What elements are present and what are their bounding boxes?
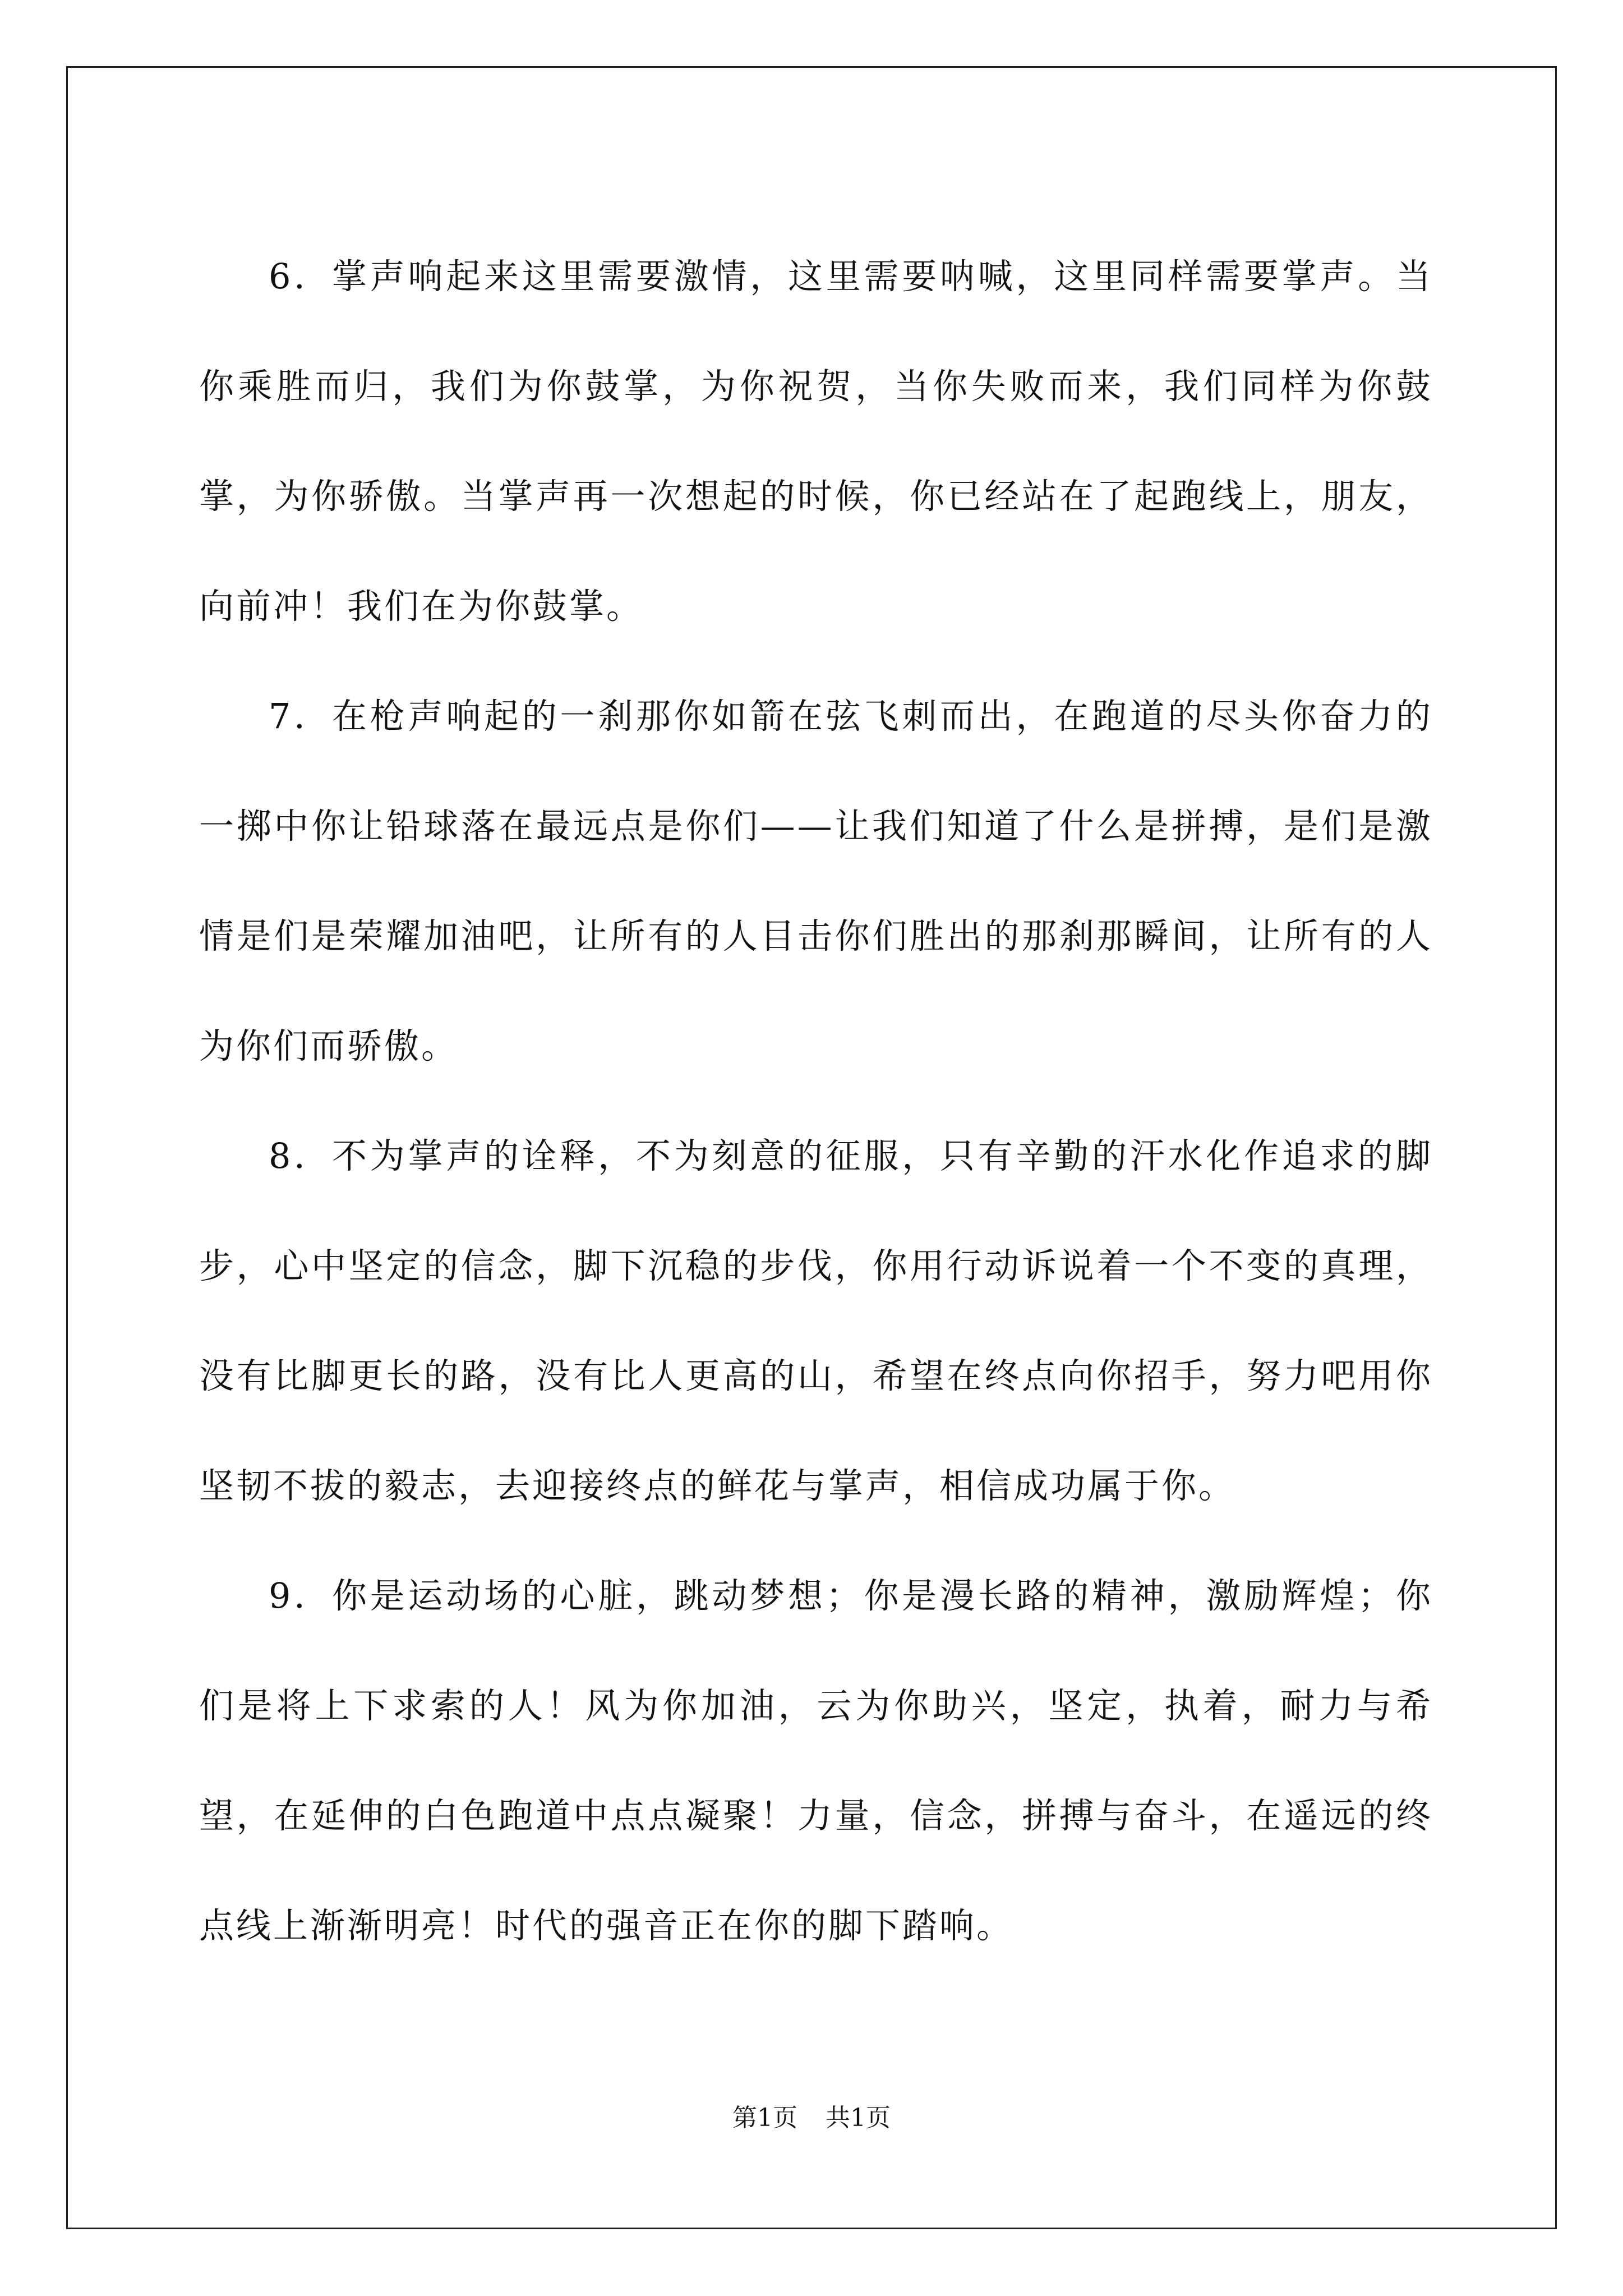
page-footer xyxy=(0,2102,1623,2134)
paragraph-8: 8．不为掌声的诠释，不为刻意的征服，只有辛勤的汗水化作追求的脚步，心中坚定的信念，脚下沉稳的步伐，你用行动诉说着一个不变的真理，没有比脚更长的路，没有比人更高的山，希望在终点向你招手，努力吧用你坚韧不拔的毅志，去迎接终点的鲜花与掌声，相信成功属于你。 xyxy=(199,1135,1433,1506)
paragraph-7: 7．在枪声响起的一刹那你如箭在弦飞刺而出，在跑道的尽头你奋力的一掷中你让铅球落在最远点是你们——让我们知道了什么是拼搏，是们是激情是们是荣耀加油吧，让所有的人目击你们胜出的那刹那瞬间，让所有的人为你们而骄傲。 xyxy=(199,696,1433,1066)
document-body xyxy=(199,222,1433,1981)
page-number: 第1页 xyxy=(732,2104,797,2132)
paragraph-6: 6．掌声响起来这里需要激情，这里需要呐喊，这里同样需要掌声。当你乘胜而归，我们为你鼓掌，为你祝贺，当你失败而来，我们同样为你鼓掌，为你骄傲。当掌声再一次想起的时候，你已经站在了起跑线上，朋友，向前冲！我们在为你鼓掌。 xyxy=(199,256,1433,627)
paragraph-9: 9．你是运动场的心脏，跳动梦想；你是漫长路的精神，激励辉煌；你们是将上下求索的人！风为你加油，云为你助兴，坚定，执着，耐力与希望，在延伸的白色跑道中点点凝聚！力量，信念，拼搏与奋斗，在遥远的终点线上渐渐明亮！时代的强音正在你的脚下踏响。 xyxy=(199,1575,1433,1946)
page-total: 共1页 xyxy=(826,2104,891,2132)
